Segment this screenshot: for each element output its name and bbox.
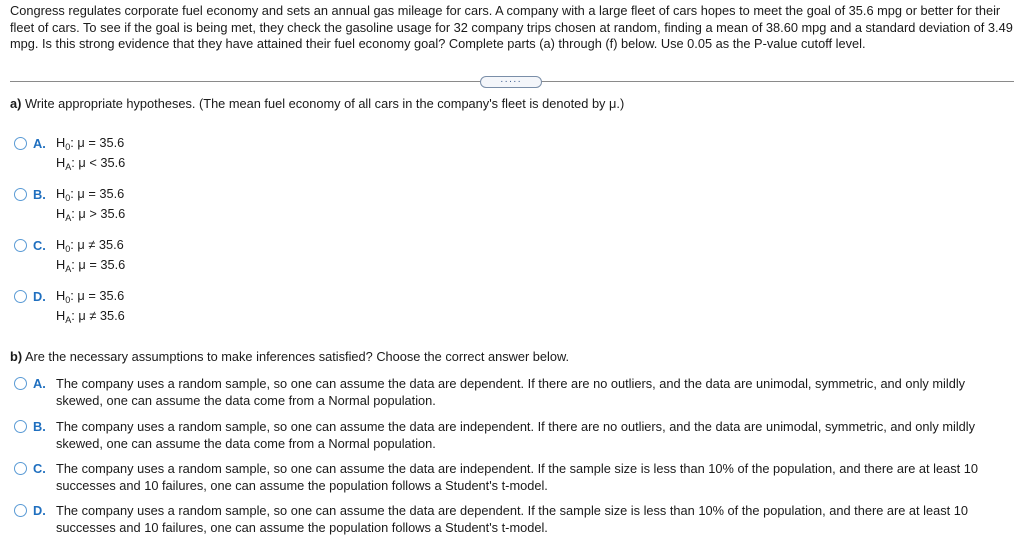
alternative-hypothesis: $H_A$: μ = 35.6 bbox=[56, 257, 126, 274]
null-hypothesis: $H_0$: μ = 35.6 bbox=[56, 186, 125, 203]
option-letter: C. bbox=[33, 461, 46, 476]
radio-button[interactable] bbox=[14, 137, 27, 150]
option-text: The company uses a random sample, so one can assume the data are independent. If the sample size is less than 10% of the population, and there are at least 10 successes and 10 failures, one can assume the population follows a Student's t-model. bbox=[56, 461, 978, 493]
option-text: The company uses a random sample, so one can assume the data are dependent. If the sample size is less than 10% of the population, and there are at least 10 successes and 10 failures, one can assume the population follows a Student's t-model. bbox=[56, 503, 968, 535]
option-letter: B. bbox=[33, 419, 46, 434]
radio-button[interactable] bbox=[14, 290, 27, 303]
option-letter: A. bbox=[33, 376, 46, 391]
radio-button[interactable] bbox=[14, 420, 27, 433]
part-b-text: Are the necessary assumptions to make inferences satisfied? Choose the correct answer below. bbox=[22, 349, 570, 364]
part-a-label: a) bbox=[10, 96, 22, 111]
null-hypothesis: $H_0$: μ = 35.6 bbox=[56, 288, 125, 305]
part-a-text: Write appropriate hypotheses. (The mean fuel economy of all cars in the company's fleet is denoted by μ.) bbox=[21, 96, 625, 111]
option-letter: C. bbox=[33, 238, 46, 253]
option-letter: D. bbox=[33, 289, 46, 304]
option-text: The company uses a random sample, so one can assume the data are dependent. If there are no outliers, and the data are unimodal, symmetric, and only mildly skewed, one can assume the data come from a Normal population. bbox=[56, 376, 966, 408]
part-b-prompt bbox=[10, 349, 569, 364]
expand-more-button[interactable]: ····· bbox=[480, 76, 542, 88]
radio-button[interactable] bbox=[14, 239, 27, 252]
option-letter: B. bbox=[33, 187, 46, 202]
question-intro: Congress regulates corporate fuel economy and sets an annual gas mileage for cars. A company with a large fleet of cars hopes to meet the goal of 35.6 mpg or better for their fleet of cars. To see if the goal is being met, they check the gasoline usage for 32 company trips chosen at random, finding a mean of 38.60 mpg and a standard deviation of 3.49 mpg. Is this strong evidence that they have attained their fuel economy goal? Complete parts (a) through (f) below. Use 0.05 as the P-value cutoff level. bbox=[10, 3, 1013, 51]
alternative-hypothesis: $H_A$: μ ≠ 35.6 bbox=[56, 308, 125, 325]
part-a-prompt bbox=[10, 96, 624, 111]
part-b-label: b) bbox=[10, 349, 23, 364]
alternative-hypothesis: $H_A$: μ > 35.6 bbox=[56, 206, 126, 223]
option-letter: D. bbox=[33, 503, 46, 518]
option-letter: A. bbox=[33, 136, 46, 151]
radio-button[interactable] bbox=[14, 504, 27, 517]
alternative-hypothesis: $H_A$: μ < 35.6 bbox=[56, 155, 126, 172]
radio-button[interactable] bbox=[14, 188, 27, 201]
null-hypothesis: $H_0$: μ = 35.6 bbox=[56, 135, 125, 152]
radio-button[interactable] bbox=[14, 462, 27, 475]
option-text: The company uses a random sample, so one can assume the data are independent. If there are no outliers, and the data are unimodal, symmetric, and only mildly skewed, one can assume the data come from a Normal population. bbox=[56, 419, 976, 451]
null-hypothesis: $H_0$: μ ≠ 35.6 bbox=[56, 237, 124, 254]
radio-button[interactable] bbox=[14, 377, 27, 390]
